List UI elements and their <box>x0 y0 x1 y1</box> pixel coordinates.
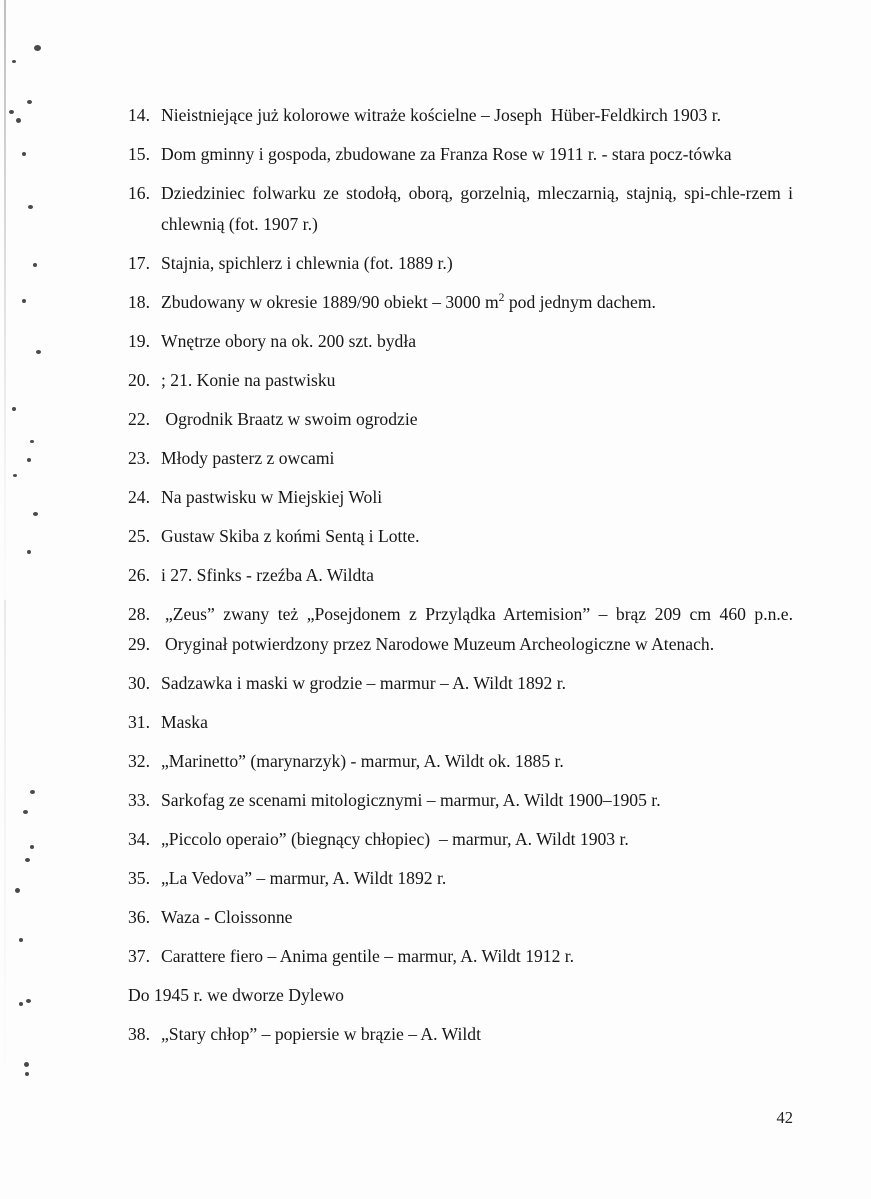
caption-entry-number: 30. <box>128 673 150 693</box>
caption-entry <box>128 707 793 738</box>
caption-entry-text: Sadzawka i maski w grodzie – marmur – A. Wildt 1892 r. <box>161 673 567 693</box>
scan-speck <box>30 845 34 849</box>
caption-entry-number: 20. <box>128 369 150 390</box>
superscript-exponent: 2 <box>498 290 505 304</box>
caption-entry-number: 24. <box>128 486 150 507</box>
caption-entry-number: 15. <box>128 144 150 164</box>
caption-entry-number: 17. <box>128 252 150 273</box>
caption-entry-number: 38. <box>128 1024 150 1044</box>
scan-speck <box>9 110 14 114</box>
scan-speck <box>27 550 31 554</box>
caption-entry-number: 34. <box>128 829 150 849</box>
caption-entry <box>128 746 793 777</box>
caption-entry-text: Ogrodnik Braatz w swoim ogrodzie <box>161 408 418 429</box>
caption-entry-text: i 27. Sfinks - rzeźba A. Wildta <box>161 564 374 585</box>
scan-speck <box>33 263 37 267</box>
caption-entry <box>128 139 793 170</box>
scan-speck <box>25 1072 29 1076</box>
scan-speck <box>27 458 31 462</box>
caption-entry-number: 18. <box>128 291 150 312</box>
caption-text-part: pod jednym dachem. <box>504 291 656 312</box>
scan-speck <box>16 118 21 123</box>
scan-speck <box>26 999 31 1003</box>
caption-entry <box>128 980 793 1011</box>
scan-speck <box>36 350 41 354</box>
caption-entry-text: „La Vedova” – marmur, A. Wildt 1892 r. <box>161 868 447 888</box>
caption-entry-text: Dom gminny i gospoda, zbudowane za Franza Rose w 1911 r. - stara pocz-tówka <box>161 144 732 164</box>
caption-entry <box>128 100 793 131</box>
caption-entry <box>128 668 793 699</box>
scan-speck <box>30 790 35 794</box>
caption-entry <box>128 599 798 660</box>
scan-speck <box>22 152 26 156</box>
caption-entry <box>128 248 793 279</box>
caption-entry-text <box>161 292 656 312</box>
scan-speck <box>22 299 26 303</box>
caption-entry-number: 33. <box>128 790 150 810</box>
caption-entry-number: 31. <box>128 712 150 732</box>
caption-entry-text: Waza - Cloissonne <box>161 907 293 927</box>
scan-speck <box>34 45 41 51</box>
scan-speck <box>19 1002 23 1006</box>
caption-entry <box>128 560 793 591</box>
scan-speck <box>27 100 32 104</box>
scan-speck <box>12 407 16 411</box>
caption-entry-number: 36. <box>128 907 150 927</box>
caption-entry-text: Sarkofag ze scenami mitologicznymi – marmur, A. Wildt 1900–1905 r. <box>161 790 661 810</box>
caption-entry-text: Carattere fiero – Anima gentile – marmur, A. Wildt 1912 r. <box>161 946 575 966</box>
scan-speck <box>15 888 20 893</box>
caption-entry-text: Wnętrze obory na ok. 200 szt. bydła <box>161 330 417 351</box>
caption-entry-text: Młody pasterz z owcami <box>161 447 335 468</box>
caption-entry-text: „Zeus” zwany też „Posejdonem z Przylądka Artemision” – brąz 209 cm 460 p.n.e. Oryginał potwierdzony przez Narodowe Muzeum Archeologiczne w Atenach. <box>165 603 798 654</box>
scan-speck <box>24 1062 29 1067</box>
caption-entry <box>128 863 793 894</box>
scan-speck <box>12 60 16 63</box>
caption-entry <box>128 482 793 513</box>
caption-entry-number: 23. <box>128 447 150 468</box>
page-number: 42 <box>776 1108 793 1127</box>
scan-edge-artifact <box>4 0 6 640</box>
caption-entry <box>128 902 793 933</box>
caption-entry-number: 25. <box>128 525 150 546</box>
scan-speck <box>30 440 34 443</box>
caption-entry <box>128 365 793 396</box>
caption-entry-text: „Piccolo operaio” (biegnący chłopiec) – marmur, A. Wildt 1903 r. <box>161 829 629 849</box>
scan-speck <box>23 810 28 814</box>
caption-entry-text: „Stary chłop” – popiersie w brązie – A. Wildt <box>161 1024 481 1044</box>
scan-edge-artifact-lower <box>4 600 6 1120</box>
caption-entry-number: 37. <box>128 946 150 966</box>
caption-entry <box>128 1019 793 1050</box>
caption-entry <box>128 326 793 357</box>
scan-speck <box>25 858 30 862</box>
scan-speck <box>19 938 23 942</box>
caption-entry-text: ; 21. Konie na pastwisku <box>161 369 336 390</box>
caption-entry-text: Do 1945 r. we dworze Dylewo <box>128 985 344 1005</box>
caption-entry-text: Stajnia, spichlerz i chlewnia (fot. 1889 r.) <box>161 252 453 273</box>
caption-entry-number: 32. <box>128 751 150 771</box>
caption-entry <box>128 824 793 855</box>
caption-entry <box>128 404 793 435</box>
caption-entry <box>128 178 798 239</box>
caption-entry <box>128 443 793 474</box>
caption-entry-text: Dziedziniec folwarku ze stodołą, oborą, gorzelnią, mleczarnią, stajnią, spi-chle-rzem i chlewnią (fot. 1907 r.) <box>161 183 798 234</box>
caption-entry-number: 35. <box>128 868 150 888</box>
scan-speck <box>13 474 17 477</box>
scan-speck <box>28 205 33 209</box>
caption-entry-text: Maska <box>161 712 208 732</box>
caption-text-part: Zbudowany w okresie 1889/90 obiekt – 3000 m <box>161 291 499 312</box>
caption-entry <box>128 941 793 972</box>
caption-entry-number: 16. <box>128 183 150 203</box>
caption-entry-number: 22. <box>128 408 150 429</box>
caption-entry <box>128 287 793 318</box>
caption-entry-text: „Marinetto” (marynarzyk) - marmur, A. Wildt ok. 1885 r. <box>161 751 564 771</box>
caption-entry-number: 28. 29. <box>128 603 155 654</box>
scan-speck <box>33 512 38 516</box>
caption-entry-text: Nieistniejące już kolorowe witraże kościelne – Joseph Hüber-Feldkirch 1903 r. <box>161 105 722 125</box>
caption-entry <box>128 521 793 552</box>
caption-entry-number: 26. <box>128 564 150 585</box>
caption-entry-text: Na pastwisku w Miejskiej Woli <box>161 486 383 507</box>
caption-entry-number: 14. <box>128 105 150 125</box>
caption-entry <box>128 785 793 816</box>
caption-entry-text: Gustaw Skiba z końmi Sentą i Lotte. <box>161 525 420 546</box>
numbered-caption-list <box>128 100 798 1058</box>
caption-entry-number: 19. <box>128 330 150 351</box>
